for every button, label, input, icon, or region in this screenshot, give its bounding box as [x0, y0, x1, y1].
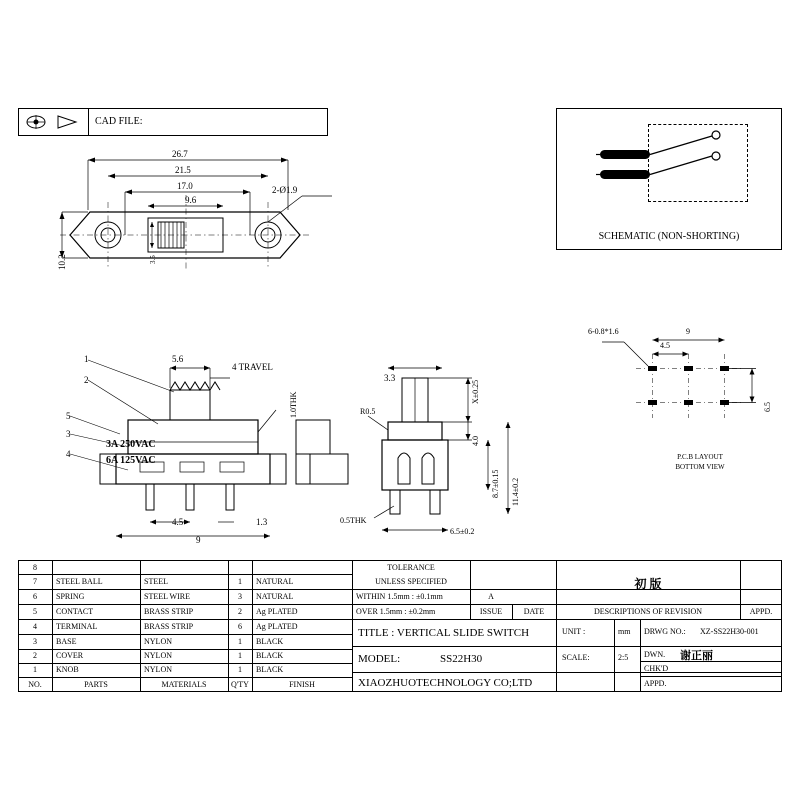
dim-21-5: 21.5: [175, 165, 191, 175]
bom-fin-1: BLACK: [256, 665, 284, 674]
bom-rule-3: [18, 604, 352, 605]
item-4: 4: [66, 449, 71, 459]
item-2: 2: [84, 375, 89, 385]
tb-v-unit: [556, 619, 557, 692]
drwg-value: XZ-SS22H30-001: [700, 627, 759, 636]
bom-header-materials: MATERIALS: [161, 680, 207, 689]
bom-fin-4: Ag PLATED: [256, 622, 298, 631]
revision-letter-a: A: [488, 592, 494, 601]
pcb-dim-6-5: 6.5: [763, 402, 772, 412]
bom-no-2: 2: [33, 651, 37, 660]
cad-file-label: CAD FILE:: [95, 116, 143, 127]
dim-3-3: 3.3: [384, 373, 396, 383]
schematic-caption: SCHEMATIC (NON-SHORTING): [598, 231, 740, 242]
bom-rule-2: [18, 589, 352, 590]
descriptions-header: DESCRIPTIONS OF REVISION: [593, 607, 702, 616]
dim-17-0: 17.0: [177, 181, 193, 191]
chkd-label: CHK'D: [644, 664, 669, 673]
tb-v-drwg: [640, 619, 641, 692]
tolerance-head-1: TOLERANCE: [387, 563, 435, 572]
label-1-0thk: 1.0THK: [289, 391, 298, 418]
bom-col-1: [52, 560, 53, 692]
bom-mat-1: NYLON: [144, 665, 172, 674]
bom-rule-1: [18, 574, 352, 575]
side-view-drawing: [360, 360, 540, 540]
title-label: TITLE : VERTICAL SLIDE SWITCH: [358, 627, 530, 639]
dim-x-tol: X±0.25: [471, 379, 480, 404]
bom-qty-7: 1: [238, 577, 242, 586]
bom-parts-5: CONTACT: [56, 607, 94, 616]
tb-rule-8: [640, 676, 782, 677]
model-value: SS22H30: [440, 653, 483, 665]
dim-26-7: 26.7: [172, 149, 188, 159]
dim-5-6: 5.6: [172, 354, 184, 364]
bom-parts-3: BASE: [56, 637, 77, 646]
pcb-caption-2: BOTTOM VIEW: [675, 463, 725, 471]
tolerance-row-2: OVER 1.5mm : ±0.2mm: [356, 607, 436, 616]
bom-mat-7: STEEL: [144, 577, 168, 586]
bom-fin-6: NATURAL: [256, 592, 294, 601]
dim-0-5thk: 0.5THK: [340, 516, 367, 525]
date-header: DATE: [523, 607, 545, 616]
revision-title-cn: 初 版: [634, 577, 662, 591]
appd-label: APPD.: [644, 679, 667, 688]
dim-11-4: 11.4±0.2: [511, 477, 520, 506]
company-name: XIAOZHUOTECHNOLOGY CO;LTD: [358, 677, 533, 689]
dim-3-5: 3.5: [149, 255, 157, 264]
unit-value: mm: [618, 627, 631, 636]
issue-header: ISSUE: [479, 607, 503, 616]
tolerance-head-2: UNLESS SPECIFIED: [375, 577, 447, 586]
bom-parts-6: SPRING: [56, 592, 85, 601]
dim-1-3: 1.3: [256, 517, 268, 527]
bom-col-2: [140, 560, 141, 692]
cad-file-divider: [88, 108, 89, 136]
bom-qty-4: 6: [238, 622, 242, 631]
bom-no-1: 1: [33, 665, 37, 674]
schematic-contacts: [600, 120, 780, 210]
bom-fin-2: BLACK: [256, 651, 284, 660]
bom-fin-3: BLACK: [256, 637, 284, 646]
bom-qty-5: 2: [238, 607, 242, 616]
bom-rule-6: [18, 649, 352, 650]
dim-hole-note: 2-Ø1.9: [272, 185, 298, 195]
bom-mat-4: BRASS STRIP: [144, 622, 194, 631]
tb-v-scale: [614, 646, 615, 692]
bom-qty-1: 1: [238, 665, 242, 674]
dim-6-5: 6.5±0.2: [450, 527, 475, 536]
bom-no-5: 5: [33, 607, 37, 616]
pcb-hole-note: 6-0.8*1.6: [588, 327, 619, 336]
tb-rule-5: [352, 672, 782, 673]
scale-value: 2:5: [618, 653, 629, 662]
dim-4-0: 4.0: [471, 436, 480, 446]
projection-symbol-icon: [24, 112, 84, 132]
bom-col-4: [252, 560, 253, 692]
dim-9: 9: [196, 535, 201, 545]
scale-label: SCALE:: [562, 653, 590, 662]
bom-fin-5: Ag PLATED: [256, 607, 298, 616]
bom-header-parts: PARTS: [84, 680, 108, 689]
bom-mat-6: STEEL WIRE: [144, 592, 190, 601]
bom-parts-2: COVER: [56, 651, 84, 660]
bom-no-3: 3: [33, 637, 37, 646]
dim-8-7: 8.7±0.15: [491, 469, 500, 498]
model-label: MODEL:: [358, 653, 401, 665]
tb-rule-4: [352, 646, 782, 647]
appd-column-header: APPD.: [749, 607, 773, 616]
dim-4-5: 4.5: [172, 517, 184, 527]
bom-no-6: 6: [33, 592, 37, 601]
dim-r0-5: R0.5: [360, 407, 376, 416]
bom-qty-2: 1: [238, 651, 242, 660]
rating-3a-250vac: 3A 250VAC: [106, 439, 156, 450]
unit-label: UNIT :: [562, 627, 586, 636]
pcb-layout-drawing: [620, 327, 780, 470]
item-5: 5: [66, 411, 71, 421]
bom-no-7: 7: [33, 577, 37, 586]
bom-rule-5: [18, 634, 352, 635]
rating-6a-125vac: 6A 125VAC: [106, 455, 156, 466]
approval-stamp: 谢正丽: [680, 650, 713, 662]
bom-qty-3: 1: [238, 637, 242, 646]
bom-mat-2: NYLON: [144, 651, 172, 660]
dim-10-2: 10.2: [57, 254, 67, 270]
tb-v-unit2: [614, 619, 615, 646]
bom-header-no: NO.: [28, 680, 42, 689]
tb-rule-6: [352, 560, 782, 561]
bom-header-finish: FINISH: [289, 680, 315, 689]
bom-parts-7: STEEL BALL: [56, 577, 103, 586]
bom-no-4: 4: [33, 622, 37, 631]
bom-fin-7: NATURAL: [256, 577, 294, 586]
bom-rule-4: [18, 619, 352, 620]
bom-mat-5: BRASS STRIP: [144, 607, 194, 616]
bom-rule-8: [18, 677, 352, 678]
item-3: 3: [66, 429, 71, 439]
bom-qty-6: 3: [238, 592, 242, 601]
bom-parts-4: TERMINAL: [56, 622, 98, 631]
tb-rule-3: [352, 619, 782, 620]
tolerance-row-1: WITHIN 1.5mm : ±0.1mm: [356, 592, 443, 601]
bom-rule-7: [18, 663, 352, 664]
drwg-label: DRWG NO.:: [644, 627, 686, 636]
bom-header-qty: Q'TY: [231, 680, 249, 689]
pcb-caption-1: P.C.B LAYOUT: [677, 453, 723, 461]
bom-mat-3: NYLON: [144, 637, 172, 646]
bom-no-8: 8: [33, 563, 37, 572]
pcb-dim-9: 9: [686, 327, 690, 336]
tb-rule-2: [352, 604, 782, 605]
dim-9-6: 9.6: [185, 195, 197, 205]
pcb-dim-4-5: 4.5: [660, 341, 670, 350]
item-1: 1: [84, 354, 89, 364]
label-travel: 4 TRAVEL: [232, 362, 273, 372]
dwn-label: DWN.: [644, 650, 666, 659]
bom-parts-1: KNOB: [56, 665, 79, 674]
